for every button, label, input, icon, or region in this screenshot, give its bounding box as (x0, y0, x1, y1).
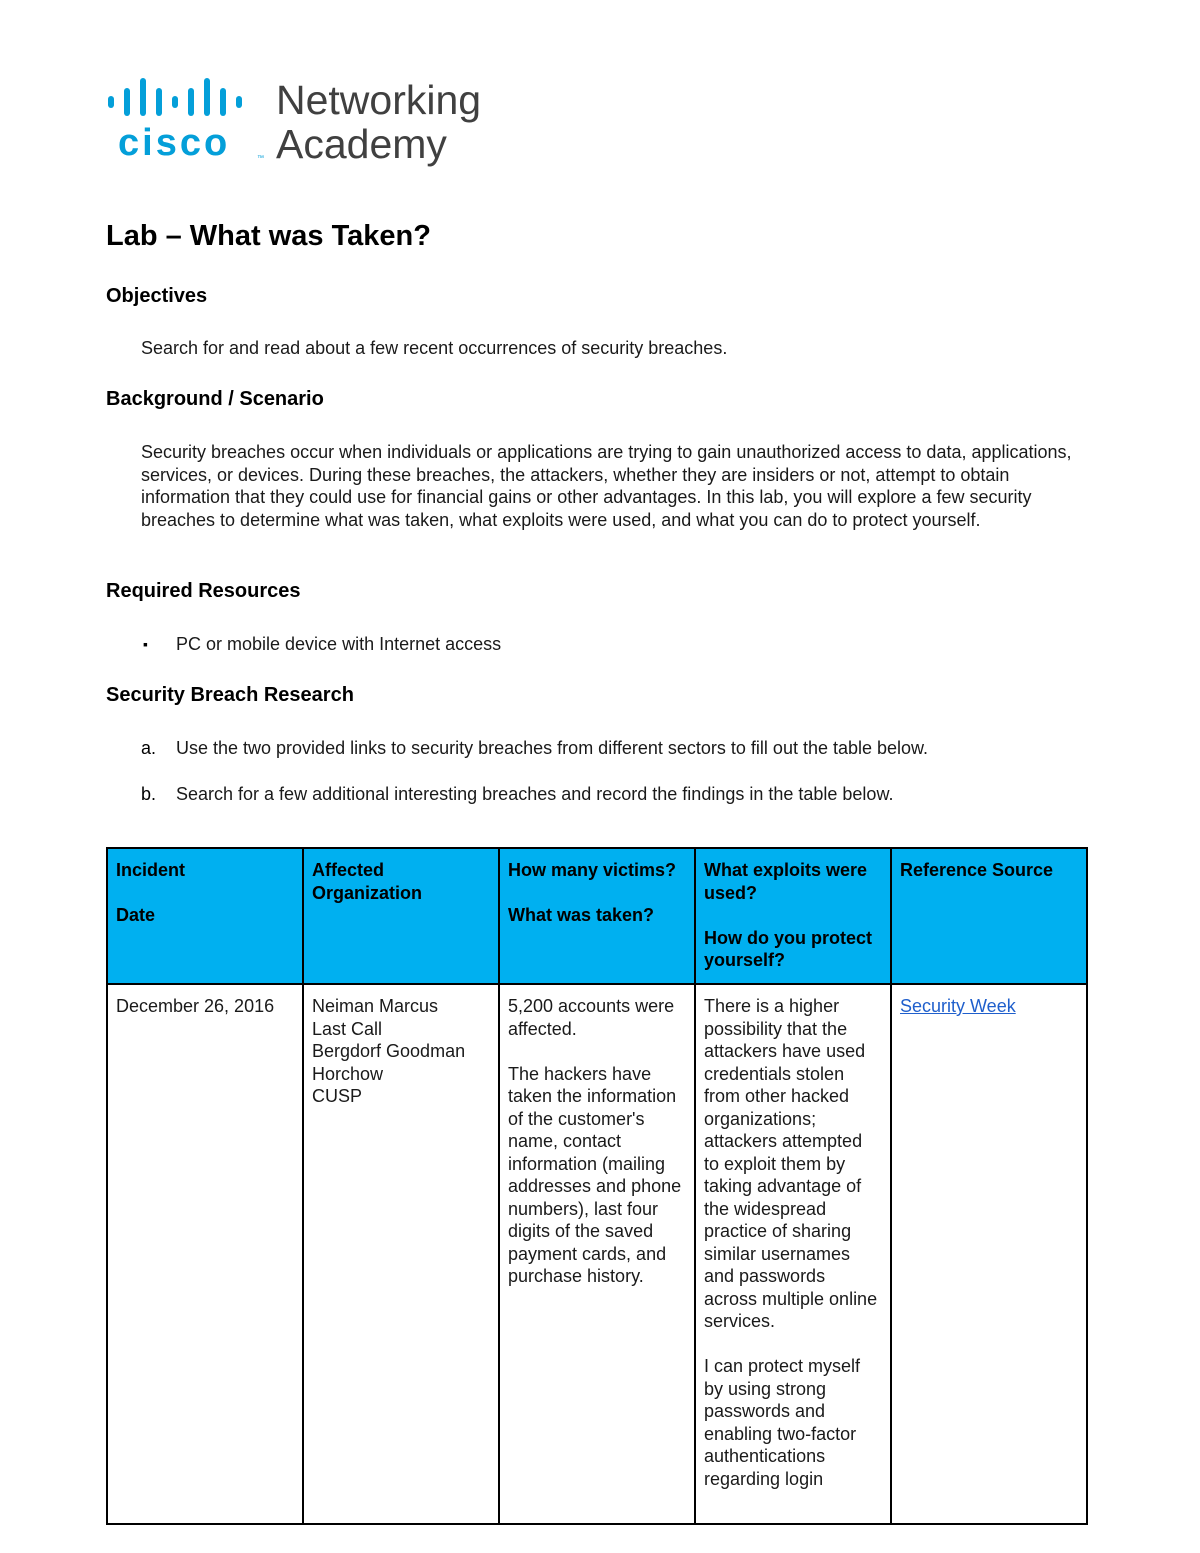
header-protect: How do you protect yourself? (704, 927, 872, 970)
networking-academy-text (276, 78, 481, 166)
header-reference-source (891, 848, 1087, 984)
bullet-marker: ▪ (143, 636, 148, 652)
step-text-a: Use the two provided links to security breaches from different sectors to fill out the table below. (176, 738, 929, 758)
header-incident-date (107, 848, 303, 984)
resources-heading: Required Resources (106, 580, 301, 602)
logo-line-networking: Networking (276, 77, 482, 123)
header-exploits: What exploits were used? (704, 860, 868, 903)
cell-reference (891, 984, 1087, 1524)
cisco-wordmark: cisco (118, 122, 231, 164)
cell-victims-taken (499, 984, 695, 1524)
org-item: CUSP (312, 1086, 363, 1106)
org-item: Neiman Marcus (312, 996, 439, 1016)
table-header-row (107, 848, 1087, 984)
trademark-mark: ™ (257, 155, 264, 162)
table-row (107, 984, 1087, 1524)
header-taken: What was taken? (508, 905, 655, 925)
cell-exploits-protect (695, 984, 891, 1524)
objectives-heading: Objectives (106, 285, 208, 307)
background-text: Security breaches occur when individuals or applications are trying to gain unauthorized access to data, applications, services, or devices. During these breaches, the attackers, whether they are insiders or not, attempt to obtain information that they could use for financial gains or other advantages. In this lab, you will explore a few security breaches to determine what was taken, what exploits were used, and what you can do to protect yourself. (141, 442, 1072, 530)
cisco-networking-academy-logo (106, 78, 506, 168)
exploits-text: There is a higher possibility that the attackers have used credentials stolen from other hacked organizations; attackers attempted to exploit them by taking advantage of the widespread practice of sharing similar usernames and passwords across multiple online services. (704, 996, 878, 1331)
header-affected-organization-label: Affected Organization (312, 860, 423, 903)
resource-item: PC or mobile device with Internet access (176, 634, 502, 654)
header-affected-organization (303, 848, 499, 984)
header-victims-taken (499, 848, 695, 984)
org-item: Last Call (312, 1018, 383, 1039)
taken-text: The hackers have taken the information of the customer's name, contact information (mailing addresses and phone numbers), last four digits of the saved payment cards, and purchase history. (508, 1063, 682, 1286)
cisco-bars-icon (106, 78, 258, 118)
protect-text: I can protect myself by using strong passwords and enabling two-factor authentications regarding login (704, 1356, 861, 1489)
security-week-link[interactable]: Security Week (900, 996, 1016, 1016)
step-marker-b: b. (141, 784, 157, 804)
objectives-text: Search for and read about a few recent occurrences of security breaches. (141, 338, 728, 358)
cell-date: December 26, 2016 (107, 984, 303, 1524)
breach-table (106, 847, 1088, 1525)
header-victims: How many victims? (508, 860, 677, 880)
org-item: Bergdorf Goodman (312, 1041, 466, 1061)
step-marker-a: a. (141, 738, 157, 758)
header-incident: Incident (116, 860, 186, 880)
page-title: Lab – What was Taken? (106, 220, 431, 252)
logo-line-academy: Academy (276, 121, 447, 167)
step-text-b: Search for a few additional interesting breaches and record the findings in the table below. (176, 784, 894, 804)
background-heading: Background / Scenario (106, 388, 324, 410)
header-reference-source-label: Reference Source (900, 860, 1054, 880)
cell-organizations (303, 984, 499, 1524)
header-date: Date (116, 905, 156, 925)
header-exploits-protect (695, 848, 891, 984)
research-heading: Security Breach Research (106, 684, 354, 706)
org-item: Horchow (312, 1063, 384, 1084)
victims-text: 5,200 accounts were affected. (508, 996, 675, 1039)
